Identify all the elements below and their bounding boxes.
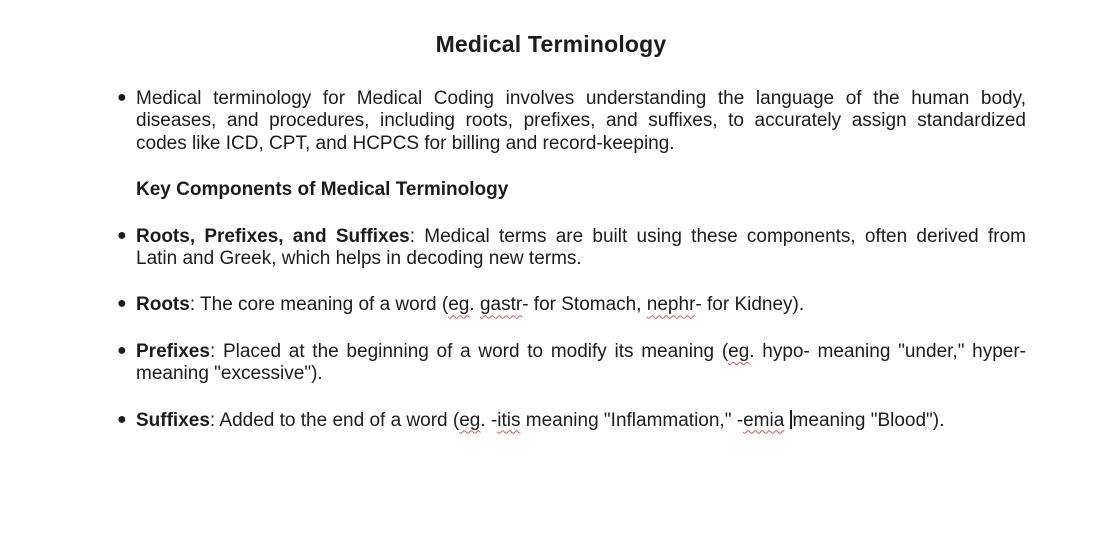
text-run: Latin and Greek, which helps in decoding new terms.	[136, 248, 582, 270]
text-run: Roots	[136, 294, 190, 316]
bullet-item[interactable]	[117, 340, 1027, 386]
text-run: : The core meaning of a word (	[189, 294, 449, 316]
text-line	[136, 88, 1026, 110]
text-line	[136, 248, 1026, 270]
bullet-icon: ●	[117, 295, 127, 313]
bullet-icon: ●	[117, 410, 127, 428]
misspelled-word: eg	[448, 294, 470, 316]
text-line	[136, 294, 1026, 316]
text-run: diseases, and procedures, including roots, prefixes, and suffixes, to accurately assign standardized	[136, 110, 1026, 132]
text-run: : Added to the end of a word (	[209, 409, 460, 431]
text-line	[136, 179, 1026, 201]
text-line	[136, 226, 1026, 248]
section-heading[interactable]	[136, 179, 1026, 201]
bullet-item[interactable]	[117, 225, 1026, 271]
text-run: . hypo- meaning "under," hyper-	[749, 340, 1027, 362]
text-run: .	[469, 294, 480, 316]
misspelled-word: itis	[497, 409, 521, 431]
text-line	[136, 341, 1026, 363]
text-cursor	[790, 410, 792, 429]
document-body	[117, 88, 1027, 432]
text-line	[136, 410, 1026, 432]
text-run: : Medical terms are built using these components, often derived from	[409, 225, 1026, 247]
bullet-item[interactable]	[117, 294, 1026, 316]
text-line	[136, 133, 1026, 155]
misspelled-word: nephr	[646, 294, 696, 316]
text-run: - for Kidney).	[695, 294, 805, 316]
text-run: - for Stomach,	[522, 294, 647, 316]
bullet-icon: ●	[117, 89, 127, 106]
text-run: codes like ICD, CPT, and HCPCS for billing and record-keeping.	[136, 132, 675, 154]
misspelled-word: eg	[459, 409, 481, 431]
bullet-icon: ●	[117, 226, 127, 244]
text-line	[136, 110, 1026, 132]
text-run: meaning "Inflammation," -	[520, 409, 744, 431]
misspelled-word: gastr	[479, 294, 523, 316]
text-run: Roots, Prefixes, and Suffixes	[136, 225, 410, 247]
text-run: Medical terminology for Medical Coding involves understanding the language of the human body,	[136, 88, 1026, 109]
text-run: meaning "Blood").	[792, 409, 945, 431]
text-run: Suffixes	[136, 409, 210, 431]
misspelled-word: emia	[743, 409, 785, 431]
text-run: Key Components of Medical Terminology	[136, 179, 509, 201]
text-run: Prefixes	[136, 340, 210, 362]
text-run: : Placed at the beginning of a word to modify its meaning (	[209, 340, 729, 362]
text-run: meaning "excessive").	[136, 363, 323, 385]
document-title: Medical Terminology	[435, 31, 667, 57]
misspelled-word: eg	[728, 340, 750, 362]
text-line	[136, 363, 1026, 385]
text-run: . -	[480, 409, 498, 431]
bullet-item[interactable]	[117, 409, 1026, 432]
bullet-icon: ●	[117, 341, 127, 359]
bullet-item[interactable]	[117, 88, 1026, 155]
